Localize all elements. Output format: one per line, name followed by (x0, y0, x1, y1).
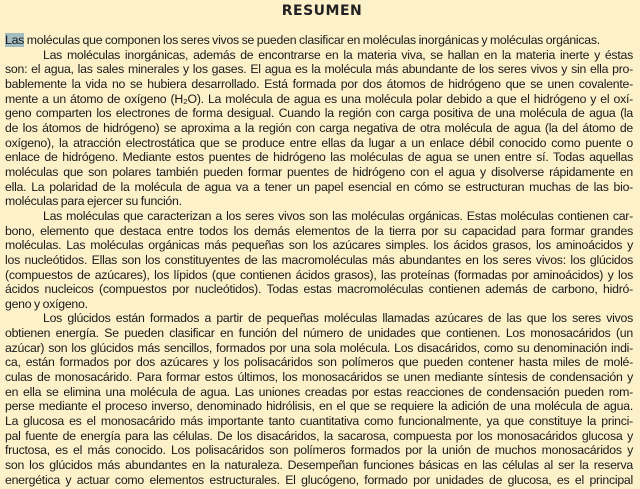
text-line (5, 326, 633, 341)
text-line (5, 136, 633, 151)
text-line (5, 268, 633, 283)
text-line (5, 443, 633, 458)
line-text: geno comparten los electrones de forma desigual. Cuando la región con carga positiva de una molécula de agua (la (5, 106, 633, 121)
line-text: energética y actuar como elementos estructurales. El glucógeno, formado por unidades de glucosa, es el principal (5, 472, 633, 487)
paragraph (5, 311, 633, 487)
text-line (5, 224, 633, 239)
line-text: geno y oxígeno. (5, 296, 88, 311)
line-text: moléculas que componen los seres vivos se pueden clasificar en moléculas inorgánicas y moléculas orgánicas. (24, 33, 600, 47)
line-text: fructosa, es el más conocido. Los polisacáridos son polímeros formados por la unión de muchos monosacáridos y (5, 443, 633, 458)
line-text: bono, elemento que destaca entre todos los demás elementos de la tierra por su capacidad para formar grandes (5, 223, 633, 238)
line-text: bablemente la vida no se hubiera desarrollado. Está formada por dos átomos de hidrógeno que se unen covalente- (5, 76, 633, 91)
text-line (5, 253, 633, 268)
text-line (5, 370, 633, 385)
line-text: los nucleótidos. Ellas son los constituyentes de las macromoléculas más abundantes en los seres vivos: los glúcidos (5, 252, 633, 267)
line-text: son: el agua, las sales minerales y los gases. El agua es la molécula más abundante de los seres vivos y sin ella pro- (5, 62, 633, 77)
line-text: oxígeno), la atracción electrostática que se produce entre ellas da lugar a un enlace débil conocido como puente o (5, 135, 633, 150)
text-line (5, 311, 633, 326)
line-text: enlace de hidrógeno. Mediante estos puentes de hidrógeno las moléculas de agua se unen entre sí. Todas aquellas (5, 150, 633, 165)
text-line (5, 355, 633, 370)
text-line (5, 33, 633, 48)
line-text: Las moléculas que caracterizan a los seres vivos son las moléculas orgánicas. Estas moléculas contienen car- (43, 208, 633, 223)
text-line (5, 194, 633, 209)
line-text: moléculas que son polares también pueden formar puentes de hidrógeno con el agua y disolverse rápidamente en (5, 164, 633, 179)
text-line (5, 458, 633, 473)
text-line (5, 429, 633, 444)
line-text: (compuestos de azúcares), los lípidos (que contienen ácidos grasos), las proteínas (formadas por aminoácidos) y los (5, 267, 633, 282)
text-line (5, 297, 633, 312)
line-text: Los glúcidos están formados a partir de pequeñas moléculas llamadas azúcares de las que los seres vivos (43, 311, 633, 326)
text-line (5, 282, 633, 297)
text-line (5, 473, 633, 488)
page-title: RESUMEN (281, 3, 363, 19)
text-line (5, 385, 633, 400)
text-line (5, 150, 633, 165)
text-line (5, 414, 633, 429)
text-line (5, 209, 633, 224)
text-line (5, 238, 633, 253)
document-body (5, 33, 633, 487)
line-text: ca, están formados por dos azúcares y los polisacáridos son polímeros que pueden contener hasta miles de molé- (5, 355, 633, 370)
text-line (5, 62, 633, 77)
text-line (5, 341, 633, 356)
text-line (5, 92, 633, 107)
line-text: de los átomos de hidrógeno) se aproxima a la región con carga negativa de otra molécula de agua (la del átomo de (5, 120, 633, 135)
line-text: son los glúcidos más abundantes en la naturaleza. Desempeñan funciones básicas en las células al ser la reserva (5, 458, 633, 473)
line-text: Las moléculas inorgánicas, además de encontrarse en la materia viva, se hallan en la materia inerte y éstas (43, 47, 633, 62)
paragraph (5, 33, 633, 48)
line-text: mente a un átomo de oxígeno (H₂O). La molécula de agua es una molécula polar debido a que el hidrógeno y el oxí- (5, 91, 633, 106)
line-text: pal fuente de energía para las células. De los disacáridos, la sacarosa, compuesta por los monosacáridos glucosa y (5, 428, 633, 443)
text-line (5, 48, 633, 63)
text-line (5, 77, 633, 92)
line-text: moléculas para ejercer su función. (5, 194, 182, 209)
text-line (5, 165, 633, 180)
paragraph (5, 209, 633, 312)
text-line (5, 180, 633, 195)
text-line (5, 121, 633, 136)
line-text: ácidos nucleicos (compuestos por nucleótidos). Todas estas macromoléculas contienen además de carbono, hidró- (5, 282, 633, 297)
text-line (5, 399, 633, 414)
line-text: moléculas. Las moléculas orgánicas más pequeñas son los azúcares simples. los ácidos grasos, los aminoácidos y (5, 238, 633, 253)
line-text: culas de monosacárido. Para formar estos últimos, los monosacáridos se unen mediante síntesis de condensación y (5, 370, 633, 385)
line-text: azúcar) son los glúcidos más sencillos, formados por una sola molécula. Los disacáridos, como su denominación indi- (5, 340, 633, 355)
line-text: obtienen energía. Se pueden clasificar en función del número de unidades que contienen. Los monosacáridos (un (5, 326, 633, 341)
line-text: ella. La polaridad de la molécula de agua va a tener un papel esencial en cómo se estructuran muchas de las bio- (5, 179, 633, 194)
line-text: perse mediante el proceso inverso, denominado hidrólisis, en el que se requiere la adición de una molécula de agua. (5, 399, 633, 414)
line-text: La glucosa es el monosacárido más importante tanto cuantitativa como funcionalmente, ya que constituye la princi- (5, 414, 633, 429)
paragraph (5, 48, 633, 209)
selected-text[interactable]: Las (5, 33, 25, 47)
text-line (5, 106, 633, 121)
line-text: en ella se elimina una molécula de agua. Las uniones creadas por estas reacciones de condensación pueden rom- (5, 384, 633, 399)
